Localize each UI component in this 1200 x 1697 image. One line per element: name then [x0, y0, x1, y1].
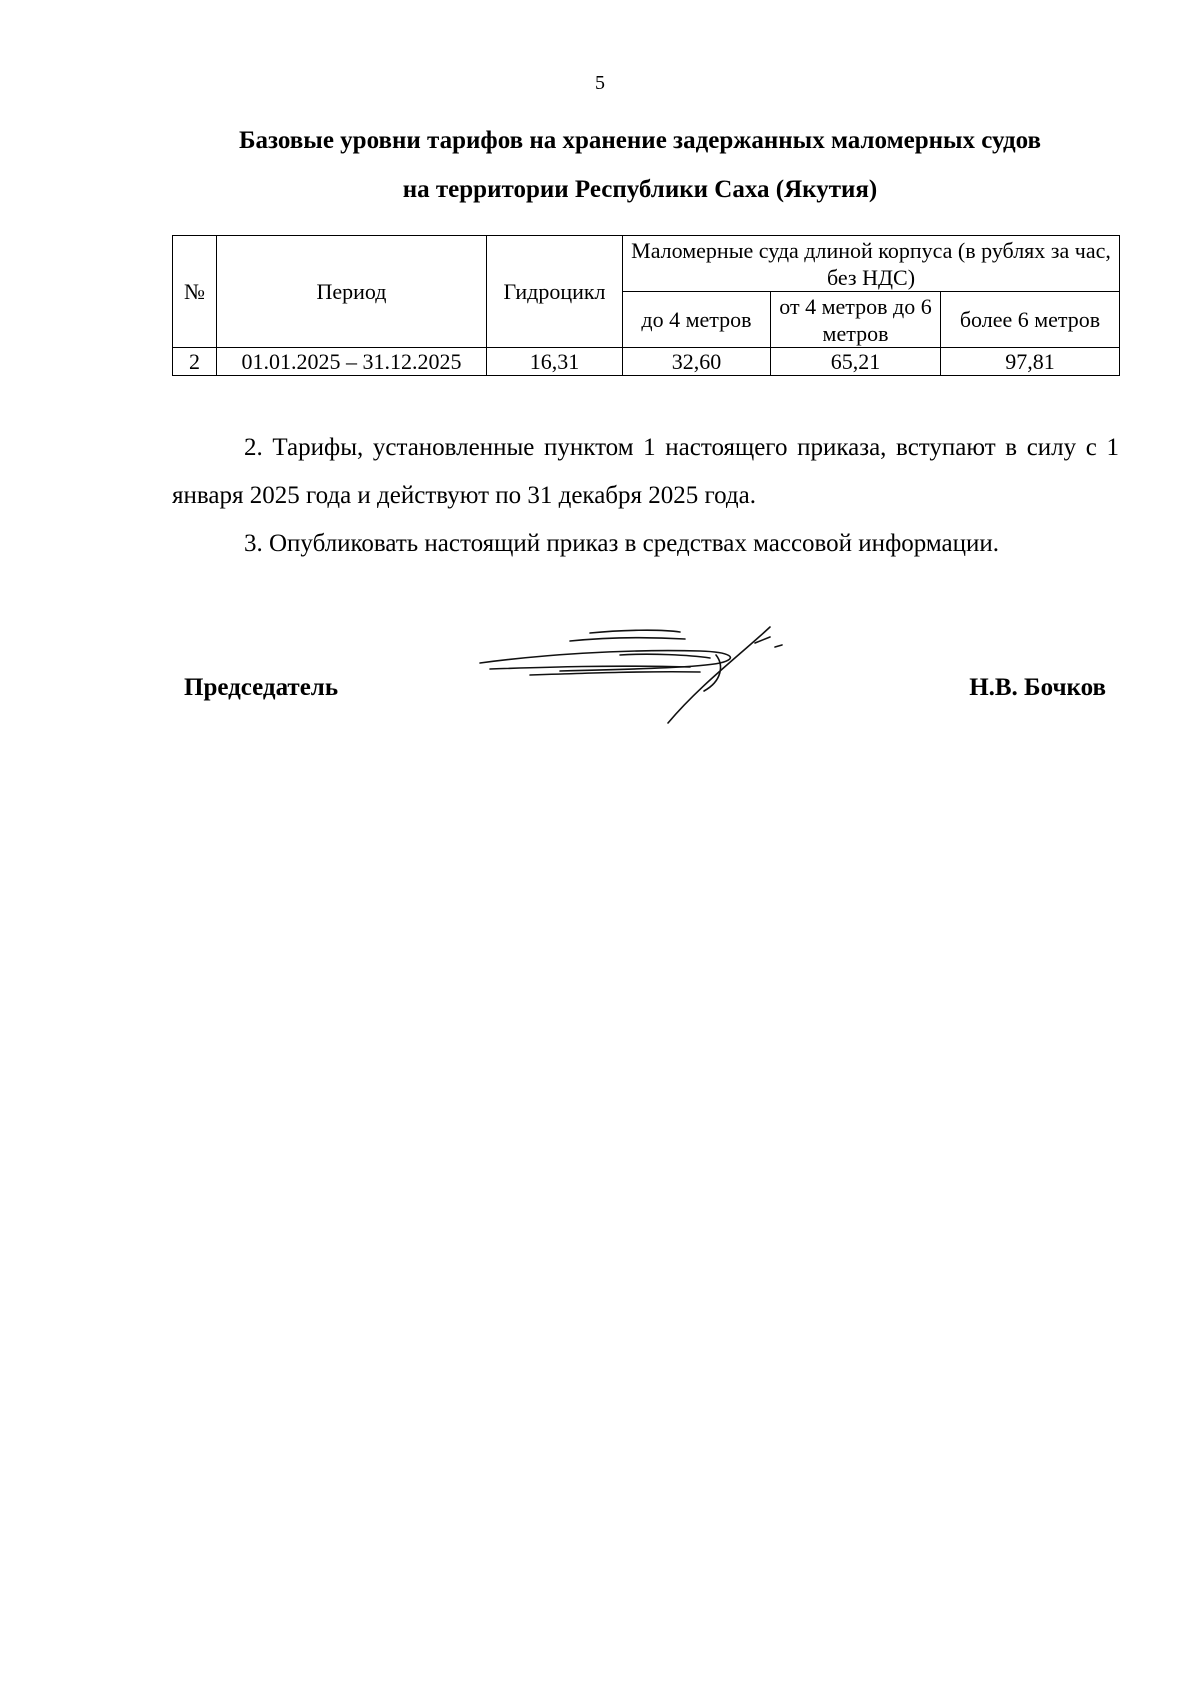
handwritten-signature [470, 625, 790, 725]
table-row [173, 348, 1120, 376]
cell-up-to-4: 32,60 [623, 348, 771, 376]
header-up-to-4: до 4 метров [623, 292, 771, 348]
cell-num: 2 [173, 348, 217, 376]
cell-over-6: 97,81 [941, 348, 1120, 376]
cell-period: 01.01.2025 – 31.12.2025 [217, 348, 487, 376]
header-period: Период [217, 236, 487, 348]
paragraph-2: 2. Тарифы, установленные пунктом 1 настоящего приказа, вступают в силу с 1 января 2025 года и действуют по 31 декабря 2025 года. [172, 434, 1119, 509]
page-number: 5 [595, 72, 605, 94]
title-line-2: на территории Республики Саха (Якутия) [402, 176, 878, 203]
paragraph-3: 3. Опубликовать настоящий приказ в средствах массовой информации. [244, 530, 1000, 557]
header-small-vessels: Маломерные суда длиной корпуса (в рублях за час, без НДС) [623, 236, 1120, 292]
signatory-name: Н.В. Бочков [969, 674, 1106, 701]
tariff-table [172, 235, 1120, 376]
header-jetski: Гидроцикл [487, 236, 623, 348]
signatory-role: Председатель [184, 674, 339, 701]
cell-4-to-6: 65,21 [771, 348, 941, 376]
document-title [150, 116, 1130, 214]
cell-jetski: 16,31 [487, 348, 623, 376]
header-num: № [173, 236, 217, 348]
header-4-to-6: от 4 метров до 6 метров [771, 292, 941, 348]
header-over-6: более 6 метров [941, 292, 1120, 348]
title-line-1: Базовые уровни тарифов на хранение задержанных маломерных судов [239, 127, 1041, 154]
